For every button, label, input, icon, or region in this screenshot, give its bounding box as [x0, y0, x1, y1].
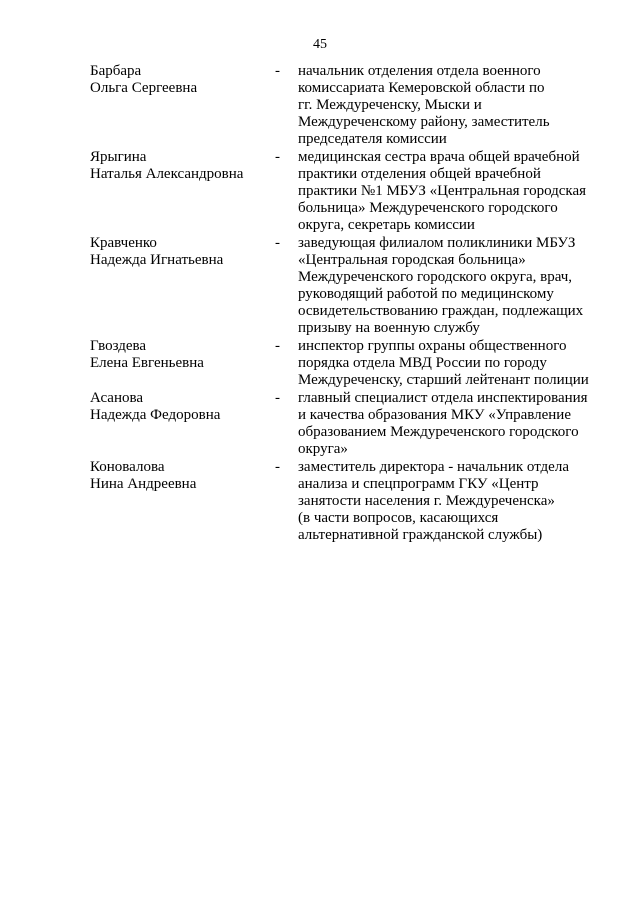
- member-entry: [90, 63, 610, 149]
- role-line: освидетельствованию граждан, подлежащих: [298, 303, 584, 319]
- member-role: [298, 338, 603, 390]
- role-line: альтернативной гражданской службы): [298, 527, 543, 543]
- member-surname: Ярыгина: [90, 149, 147, 165]
- member-name: [90, 63, 275, 149]
- role-line: начальник отделения отдела военного: [298, 63, 541, 79]
- role-line: главный специалист отдела инспектирования: [298, 390, 588, 406]
- page-number: 45: [313, 37, 327, 52]
- member-name: [90, 235, 275, 338]
- separator-dash: -: [275, 338, 280, 354]
- member-surname: Коновалова: [90, 459, 165, 475]
- separator-dash: -: [275, 149, 280, 165]
- member-role: [298, 149, 603, 235]
- separator-dash: -: [275, 459, 280, 475]
- commission-members-list: [90, 63, 610, 545]
- member-name: [90, 149, 275, 235]
- member-given-names: Надежда Игнатьевна: [90, 252, 224, 268]
- member-surname: Асанова: [90, 390, 144, 406]
- member-name: [90, 390, 275, 459]
- role-line: медицинская сестра врача общей врачебной: [298, 149, 580, 165]
- role-line: «Центральная городская больница»: [298, 252, 526, 268]
- separator-dash: -: [275, 390, 280, 406]
- member-given-names: Ольга Сергеевна: [90, 80, 198, 96]
- member-entry: [90, 235, 610, 338]
- role-line: гг. Междуреченску, Мыски и: [298, 97, 482, 113]
- member-surname: Гвоздева: [90, 338, 147, 354]
- role-line: больница» Междуреченского городского: [298, 200, 558, 216]
- role-line: руководящий работой по медицинскому: [298, 286, 554, 302]
- role-line: председателя комиссии: [298, 131, 447, 147]
- member-given-names: Елена Евгеньевна: [90, 355, 204, 371]
- role-line: и качества образования МКУ «Управление: [298, 407, 571, 423]
- role-line: практики отделения общей врачебной: [298, 166, 541, 182]
- role-line: Междуреченску, старший лейтенант полиции: [298, 372, 589, 388]
- role-line: порядка отдела МВД России по городу: [298, 355, 547, 371]
- member-surname: Барбара: [90, 63, 142, 79]
- member-name: [90, 459, 275, 545]
- role-line: анализа и спецпрограмм ГКУ «Центр: [298, 476, 539, 492]
- member-entry: [90, 149, 610, 235]
- member-role: [298, 235, 603, 338]
- member-given-names: Нина Андреевна: [90, 476, 197, 492]
- role-line: инспектор группы охраны общественного: [298, 338, 567, 354]
- member-role: [298, 390, 603, 459]
- member-role: [298, 63, 603, 149]
- member-entry: [90, 459, 610, 545]
- role-line: округа»: [298, 441, 348, 457]
- separator-dash: -: [275, 63, 280, 79]
- member-given-names: Надежда Федоровна: [90, 407, 221, 423]
- member-entry: [90, 338, 610, 390]
- role-line: комиссариата Кемеровской области по: [298, 80, 545, 96]
- member-name: [90, 338, 275, 390]
- role-line: заместитель директора - начальник отдела: [298, 459, 569, 475]
- role-line: образованием Междуреченского городского: [298, 424, 579, 440]
- role-line: Междуреченского городского округа, врач,: [298, 269, 573, 285]
- member-surname: Кравченко: [90, 235, 157, 251]
- separator-dash: -: [275, 235, 280, 251]
- member-role: [298, 459, 603, 545]
- role-line: призыву на военную службу: [298, 320, 480, 336]
- role-line: занятости населения г. Междуреченска»: [298, 493, 555, 509]
- role-line: (в части вопросов, касающихся: [298, 510, 499, 526]
- role-line: Междуреченскому району, заместитель: [298, 114, 550, 130]
- role-line: практики №1 МБУЗ «Центральная городская: [298, 183, 587, 199]
- role-line: округа, секретарь комиссии: [298, 217, 475, 233]
- member-given-names: Наталья Александровна: [90, 166, 244, 182]
- member-entry: [90, 390, 610, 459]
- role-line: заведующая филиалом поликлиники МБУЗ: [298, 235, 576, 251]
